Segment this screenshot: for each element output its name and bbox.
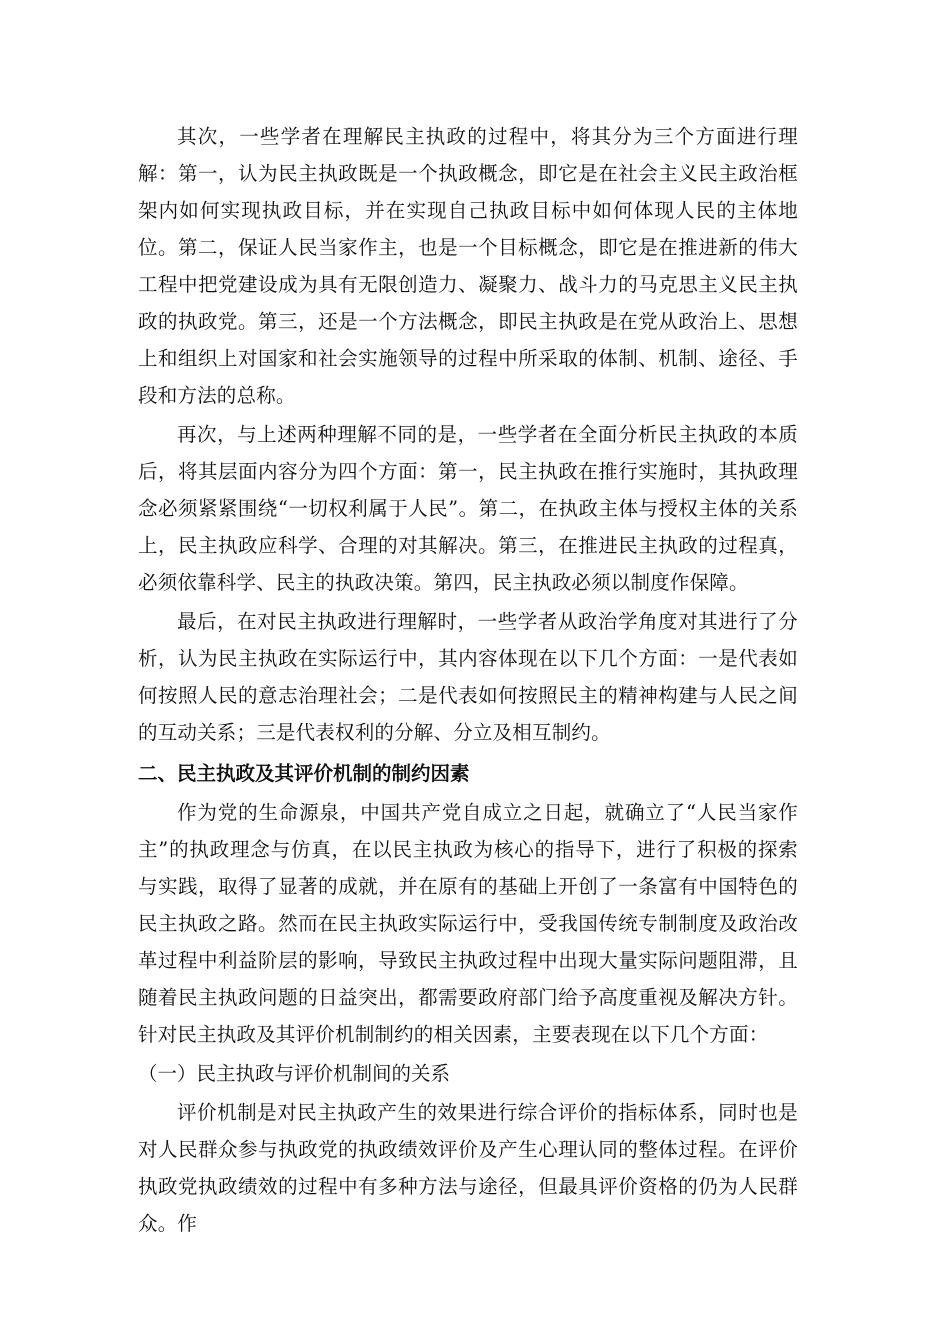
paragraph-thirdly: 再次，与上述两种理解不同的是，一些学者在全面分析民主执政的本质后，将其层面内容分为四个方面：第一，民主执政在推行实施时，其执政理念必须紧紧围绕“一切权利属于人民”。第二，在执政主体与授权主体的关系上，民主执政应科学、合理的对其解决。第三，在推进民主执政的过程真，必须依靠科学、民主的执政决策。第四，民主执政必须以制度作保障。 bbox=[138, 423, 798, 594]
document-body bbox=[138, 118, 798, 1244]
paragraph-evaluation-mechanism: 评价机制是对民主执政产生的效果进行综合评价的指标体系，同时也是对人民群众参与执政党的执政绩效评价及产生心理认同的整体过程。在评价执政党执政绩效的过程中有多种方法与途径，但最具评价资格的仍为人民群众。作 bbox=[138, 1101, 798, 1235]
paragraph-finally: 最后，在对民主执政进行理解时，一些学者从政治学角度对其进行了分析，认为民主执政在实际运行中，其内容体现在以下几个方面：一是代表如何按照人民的意志治理社会；二是代表如何按照民主的精神构建与人民之间的互动关系；三是代表权利的分解、分立及相互制约。 bbox=[138, 610, 798, 744]
section-heading: 二、民主执政及其评价机制的制约因素 bbox=[138, 762, 470, 785]
paragraph-party-lifeblood: 作为党的生命源泉，中国共产党自成立之日起，就确立了“人民当家作主”的执政理念与仿真，在以民主执政为核心的指导下，进行了积极的探索与实践，取得了显著的成就，并在原有的基础上开创了一条富有中国特色的民主执政之路。然而在民主执政实际运行中，受我国传统专制制度及政治改革过程中利益阶层的影响，导致民主执政过程中出现大量实际问题阻滞，且随着民主执政问题的日益突出，都需要政府部门给予高度重视及解决方针。针对民主执政及其评价机制制约的相关因素，主要表现在以下几个方面： bbox=[138, 801, 798, 1046]
paragraph-secondly: 其次，一些学者在理解民主执政的过程中，将其分为三个方面进行理解：第一，认为民主执政既是一个执政概念，即它是在社会主义民主政治框架内如何实现执政目标，并在实现自己执政目标中如何体现人民的主体地位。第二，保证人民当家作主，也是一个目标概念，即它是在推进新的伟大工程中把党建设成为具有无限创造力、凝聚力、战斗力的马克思主义民主执政的执政党。第三，还是一个方法概念，即民主执政是在党从政治上、思想上和组织上对国家和社会实施领导的过程中所采取的体制、机制、途径、手段和方法的总称。 bbox=[138, 125, 798, 407]
subsection-heading: （一）民主执政与评价机制间的关系 bbox=[138, 1062, 451, 1085]
